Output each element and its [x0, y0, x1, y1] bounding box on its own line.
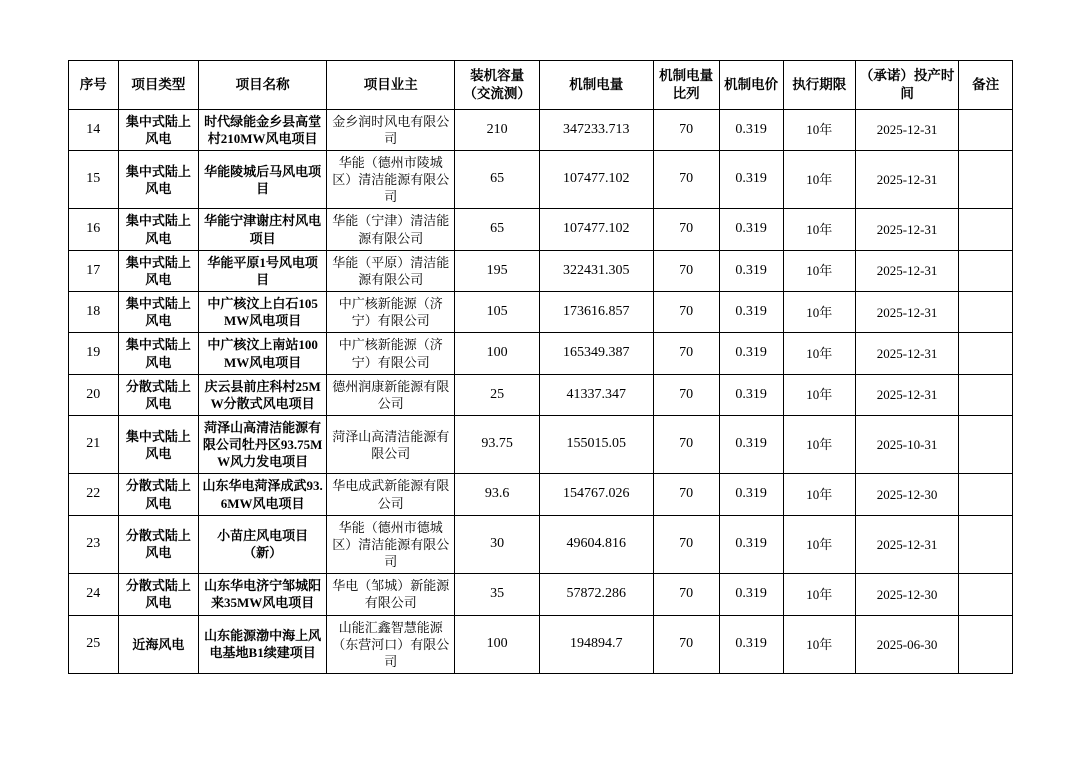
cell-seq: 21 [69, 415, 119, 473]
cell-project-name: 华能宁津谢庄村风电项目 [199, 209, 327, 250]
cell-project-owner: 华能（平原）清洁能源有限公司 [327, 250, 455, 291]
project-table [68, 60, 1013, 674]
cell-seq: 22 [69, 474, 119, 515]
table-row [69, 292, 1013, 333]
cell-project-type: 分散式陆上风电 [118, 474, 199, 515]
cell-project-type: 分散式陆上风电 [118, 374, 199, 415]
cell-commissioning-date: 2025-12-31 [855, 333, 958, 374]
table-row [69, 515, 1013, 573]
cell-mechanism-ratio: 70 [653, 209, 719, 250]
cell-seq: 20 [69, 374, 119, 415]
cell-project-name: 菏泽山高清洁能源有限公司牡丹区93.75MW风力发电项目 [199, 415, 327, 473]
table-row [69, 615, 1013, 673]
table-row [69, 374, 1013, 415]
header-mechanism-price: 机制电价 [719, 61, 783, 110]
cell-capacity: 25 [455, 374, 540, 415]
cell-mechanism-electricity: 41337.347 [539, 374, 653, 415]
cell-note [959, 292, 1013, 333]
cell-note [959, 515, 1013, 573]
cell-project-name: 华能平原1号风电项目 [199, 250, 327, 291]
cell-term: 10年 [783, 250, 855, 291]
table-row [69, 150, 1013, 208]
cell-commissioning-date: 2025-12-31 [855, 109, 958, 150]
cell-project-owner: 华电（邹城）新能源有限公司 [327, 574, 455, 615]
header-term: 执行期限 [783, 61, 855, 110]
cell-capacity: 65 [455, 150, 540, 208]
cell-capacity: 30 [455, 515, 540, 573]
cell-mechanism-ratio: 70 [653, 292, 719, 333]
cell-project-type: 集中式陆上风电 [118, 415, 199, 473]
header-capacity: 装机容量（交流测） [455, 61, 540, 110]
cell-mechanism-price: 0.319 [719, 415, 783, 473]
cell-project-type: 集中式陆上风电 [118, 250, 199, 291]
cell-project-owner: 菏泽山高清洁能源有限公司 [327, 415, 455, 473]
header-note: 备注 [959, 61, 1013, 110]
cell-project-name: 山东华电菏泽成武93.6MW风电项目 [199, 474, 327, 515]
cell-project-owner: 华能（德州市德城区）清洁能源有限公司 [327, 515, 455, 573]
cell-project-type: 近海风电 [118, 615, 199, 673]
cell-term: 10年 [783, 292, 855, 333]
cell-term: 10年 [783, 615, 855, 673]
cell-project-name: 庆云县前庄科村25MW分散式风电项目 [199, 374, 327, 415]
cell-term: 10年 [783, 515, 855, 573]
cell-capacity: 105 [455, 292, 540, 333]
cell-commissioning-date: 2025-12-31 [855, 374, 958, 415]
cell-mechanism-price: 0.319 [719, 333, 783, 374]
cell-seq: 17 [69, 250, 119, 291]
cell-project-type: 集中式陆上风电 [118, 209, 199, 250]
cell-note [959, 574, 1013, 615]
cell-mechanism-electricity: 107477.102 [539, 209, 653, 250]
header-mechanism-electricity: 机制电量 [539, 61, 653, 110]
cell-seq: 24 [69, 574, 119, 615]
cell-note [959, 209, 1013, 250]
cell-project-owner: 华能（宁津）清洁能源有限公司 [327, 209, 455, 250]
cell-commissioning-date: 2025-12-30 [855, 574, 958, 615]
cell-seq: 18 [69, 292, 119, 333]
cell-commissioning-date: 2025-12-31 [855, 250, 958, 291]
cell-term: 10年 [783, 209, 855, 250]
cell-project-owner: 德州润康新能源有限公司 [327, 374, 455, 415]
header-seq: 序号 [69, 61, 119, 110]
cell-note [959, 250, 1013, 291]
cell-mechanism-price: 0.319 [719, 574, 783, 615]
cell-commissioning-date: 2025-12-30 [855, 474, 958, 515]
cell-project-type: 分散式陆上风电 [118, 574, 199, 615]
table-row [69, 415, 1013, 473]
table-row [69, 250, 1013, 291]
cell-project-owner: 山能汇鑫智慧能源（东营河口）有限公司 [327, 615, 455, 673]
cell-seq: 23 [69, 515, 119, 573]
cell-mechanism-ratio: 70 [653, 515, 719, 573]
cell-mechanism-price: 0.319 [719, 292, 783, 333]
table-row [69, 209, 1013, 250]
cell-mechanism-ratio: 70 [653, 415, 719, 473]
cell-commissioning-date: 2025-06-30 [855, 615, 958, 673]
cell-mechanism-ratio: 70 [653, 250, 719, 291]
cell-mechanism-ratio: 70 [653, 574, 719, 615]
cell-capacity: 35 [455, 574, 540, 615]
cell-seq: 19 [69, 333, 119, 374]
cell-project-owner: 中广核新能源（济宁）有限公司 [327, 333, 455, 374]
cell-project-name: 小苗庄风电项目（新） [199, 515, 327, 573]
cell-term: 10年 [783, 150, 855, 208]
cell-term: 10年 [783, 109, 855, 150]
cell-mechanism-electricity: 173616.857 [539, 292, 653, 333]
cell-project-owner: 华能（德州市陵城区）清洁能源有限公司 [327, 150, 455, 208]
cell-capacity: 65 [455, 209, 540, 250]
cell-project-name: 中广核汶上白石105MW风电项目 [199, 292, 327, 333]
cell-note [959, 474, 1013, 515]
cell-commissioning-date: 2025-12-31 [855, 150, 958, 208]
cell-mechanism-electricity: 154767.026 [539, 474, 653, 515]
cell-mechanism-price: 0.319 [719, 109, 783, 150]
cell-mechanism-price: 0.319 [719, 515, 783, 573]
cell-project-owner: 金乡润时风电有限公司 [327, 109, 455, 150]
header-commissioning-date: （承诺）投产时间 [855, 61, 958, 110]
cell-commissioning-date: 2025-10-31 [855, 415, 958, 473]
cell-mechanism-ratio: 70 [653, 374, 719, 415]
cell-mechanism-price: 0.319 [719, 150, 783, 208]
cell-note [959, 415, 1013, 473]
header-project-name: 项目名称 [199, 61, 327, 110]
table-body [69, 109, 1013, 673]
cell-capacity: 100 [455, 615, 540, 673]
cell-capacity: 210 [455, 109, 540, 150]
cell-mechanism-ratio: 70 [653, 109, 719, 150]
cell-mechanism-electricity: 165349.387 [539, 333, 653, 374]
cell-note [959, 615, 1013, 673]
cell-mechanism-ratio: 70 [653, 615, 719, 673]
table-header-row [69, 61, 1013, 110]
table-row [69, 333, 1013, 374]
cell-mechanism-price: 0.319 [719, 250, 783, 291]
header-mechanism-ratio: 机制电量比列 [653, 61, 719, 110]
cell-project-type: 分散式陆上风电 [118, 515, 199, 573]
cell-project-type: 集中式陆上风电 [118, 333, 199, 374]
cell-mechanism-price: 0.319 [719, 374, 783, 415]
cell-capacity: 93.75 [455, 415, 540, 473]
cell-project-name: 山东能源渤中海上风电基地B1续建项目 [199, 615, 327, 673]
header-project-type: 项目类型 [118, 61, 199, 110]
cell-seq: 16 [69, 209, 119, 250]
cell-note [959, 374, 1013, 415]
cell-project-type: 集中式陆上风电 [118, 109, 199, 150]
cell-term: 10年 [783, 333, 855, 374]
cell-term: 10年 [783, 415, 855, 473]
cell-mechanism-electricity: 322431.305 [539, 250, 653, 291]
cell-project-name: 时代绿能金乡县高堂村210MW风电项目 [199, 109, 327, 150]
cell-mechanism-electricity: 155015.05 [539, 415, 653, 473]
cell-term: 10年 [783, 374, 855, 415]
cell-project-owner: 华电成武新能源有限公司 [327, 474, 455, 515]
cell-project-name: 华能陵城后马风电项目 [199, 150, 327, 208]
cell-project-type: 集中式陆上风电 [118, 292, 199, 333]
cell-term: 10年 [783, 574, 855, 615]
cell-mechanism-electricity: 57872.286 [539, 574, 653, 615]
cell-project-name: 山东华电济宁邹城阳来35MW风电项目 [199, 574, 327, 615]
cell-seq: 25 [69, 615, 119, 673]
cell-capacity: 100 [455, 333, 540, 374]
header-project-owner: 项目业主 [327, 61, 455, 110]
cell-commissioning-date: 2025-12-31 [855, 292, 958, 333]
cell-mechanism-price: 0.319 [719, 615, 783, 673]
cell-note [959, 333, 1013, 374]
cell-commissioning-date: 2025-12-31 [855, 209, 958, 250]
table-container [68, 60, 1013, 674]
table-row [69, 474, 1013, 515]
cell-capacity: 195 [455, 250, 540, 291]
table-row [69, 574, 1013, 615]
cell-mechanism-ratio: 70 [653, 333, 719, 374]
cell-commissioning-date: 2025-12-31 [855, 515, 958, 573]
cell-mechanism-electricity: 194894.7 [539, 615, 653, 673]
cell-mechanism-ratio: 70 [653, 150, 719, 208]
cell-seq: 15 [69, 150, 119, 208]
cell-mechanism-price: 0.319 [719, 209, 783, 250]
cell-mechanism-electricity: 107477.102 [539, 150, 653, 208]
cell-mechanism-electricity: 347233.713 [539, 109, 653, 150]
cell-mechanism-ratio: 70 [653, 474, 719, 515]
cell-term: 10年 [783, 474, 855, 515]
cell-project-type: 集中式陆上风电 [118, 150, 199, 208]
cell-mechanism-price: 0.319 [719, 474, 783, 515]
table-row [69, 109, 1013, 150]
cell-note [959, 109, 1013, 150]
cell-seq: 14 [69, 109, 119, 150]
cell-capacity: 93.6 [455, 474, 540, 515]
cell-note [959, 150, 1013, 208]
cell-mechanism-electricity: 49604.816 [539, 515, 653, 573]
cell-project-name: 中广核汶上南站100MW风电项目 [199, 333, 327, 374]
cell-project-owner: 中广核新能源（济宁）有限公司 [327, 292, 455, 333]
